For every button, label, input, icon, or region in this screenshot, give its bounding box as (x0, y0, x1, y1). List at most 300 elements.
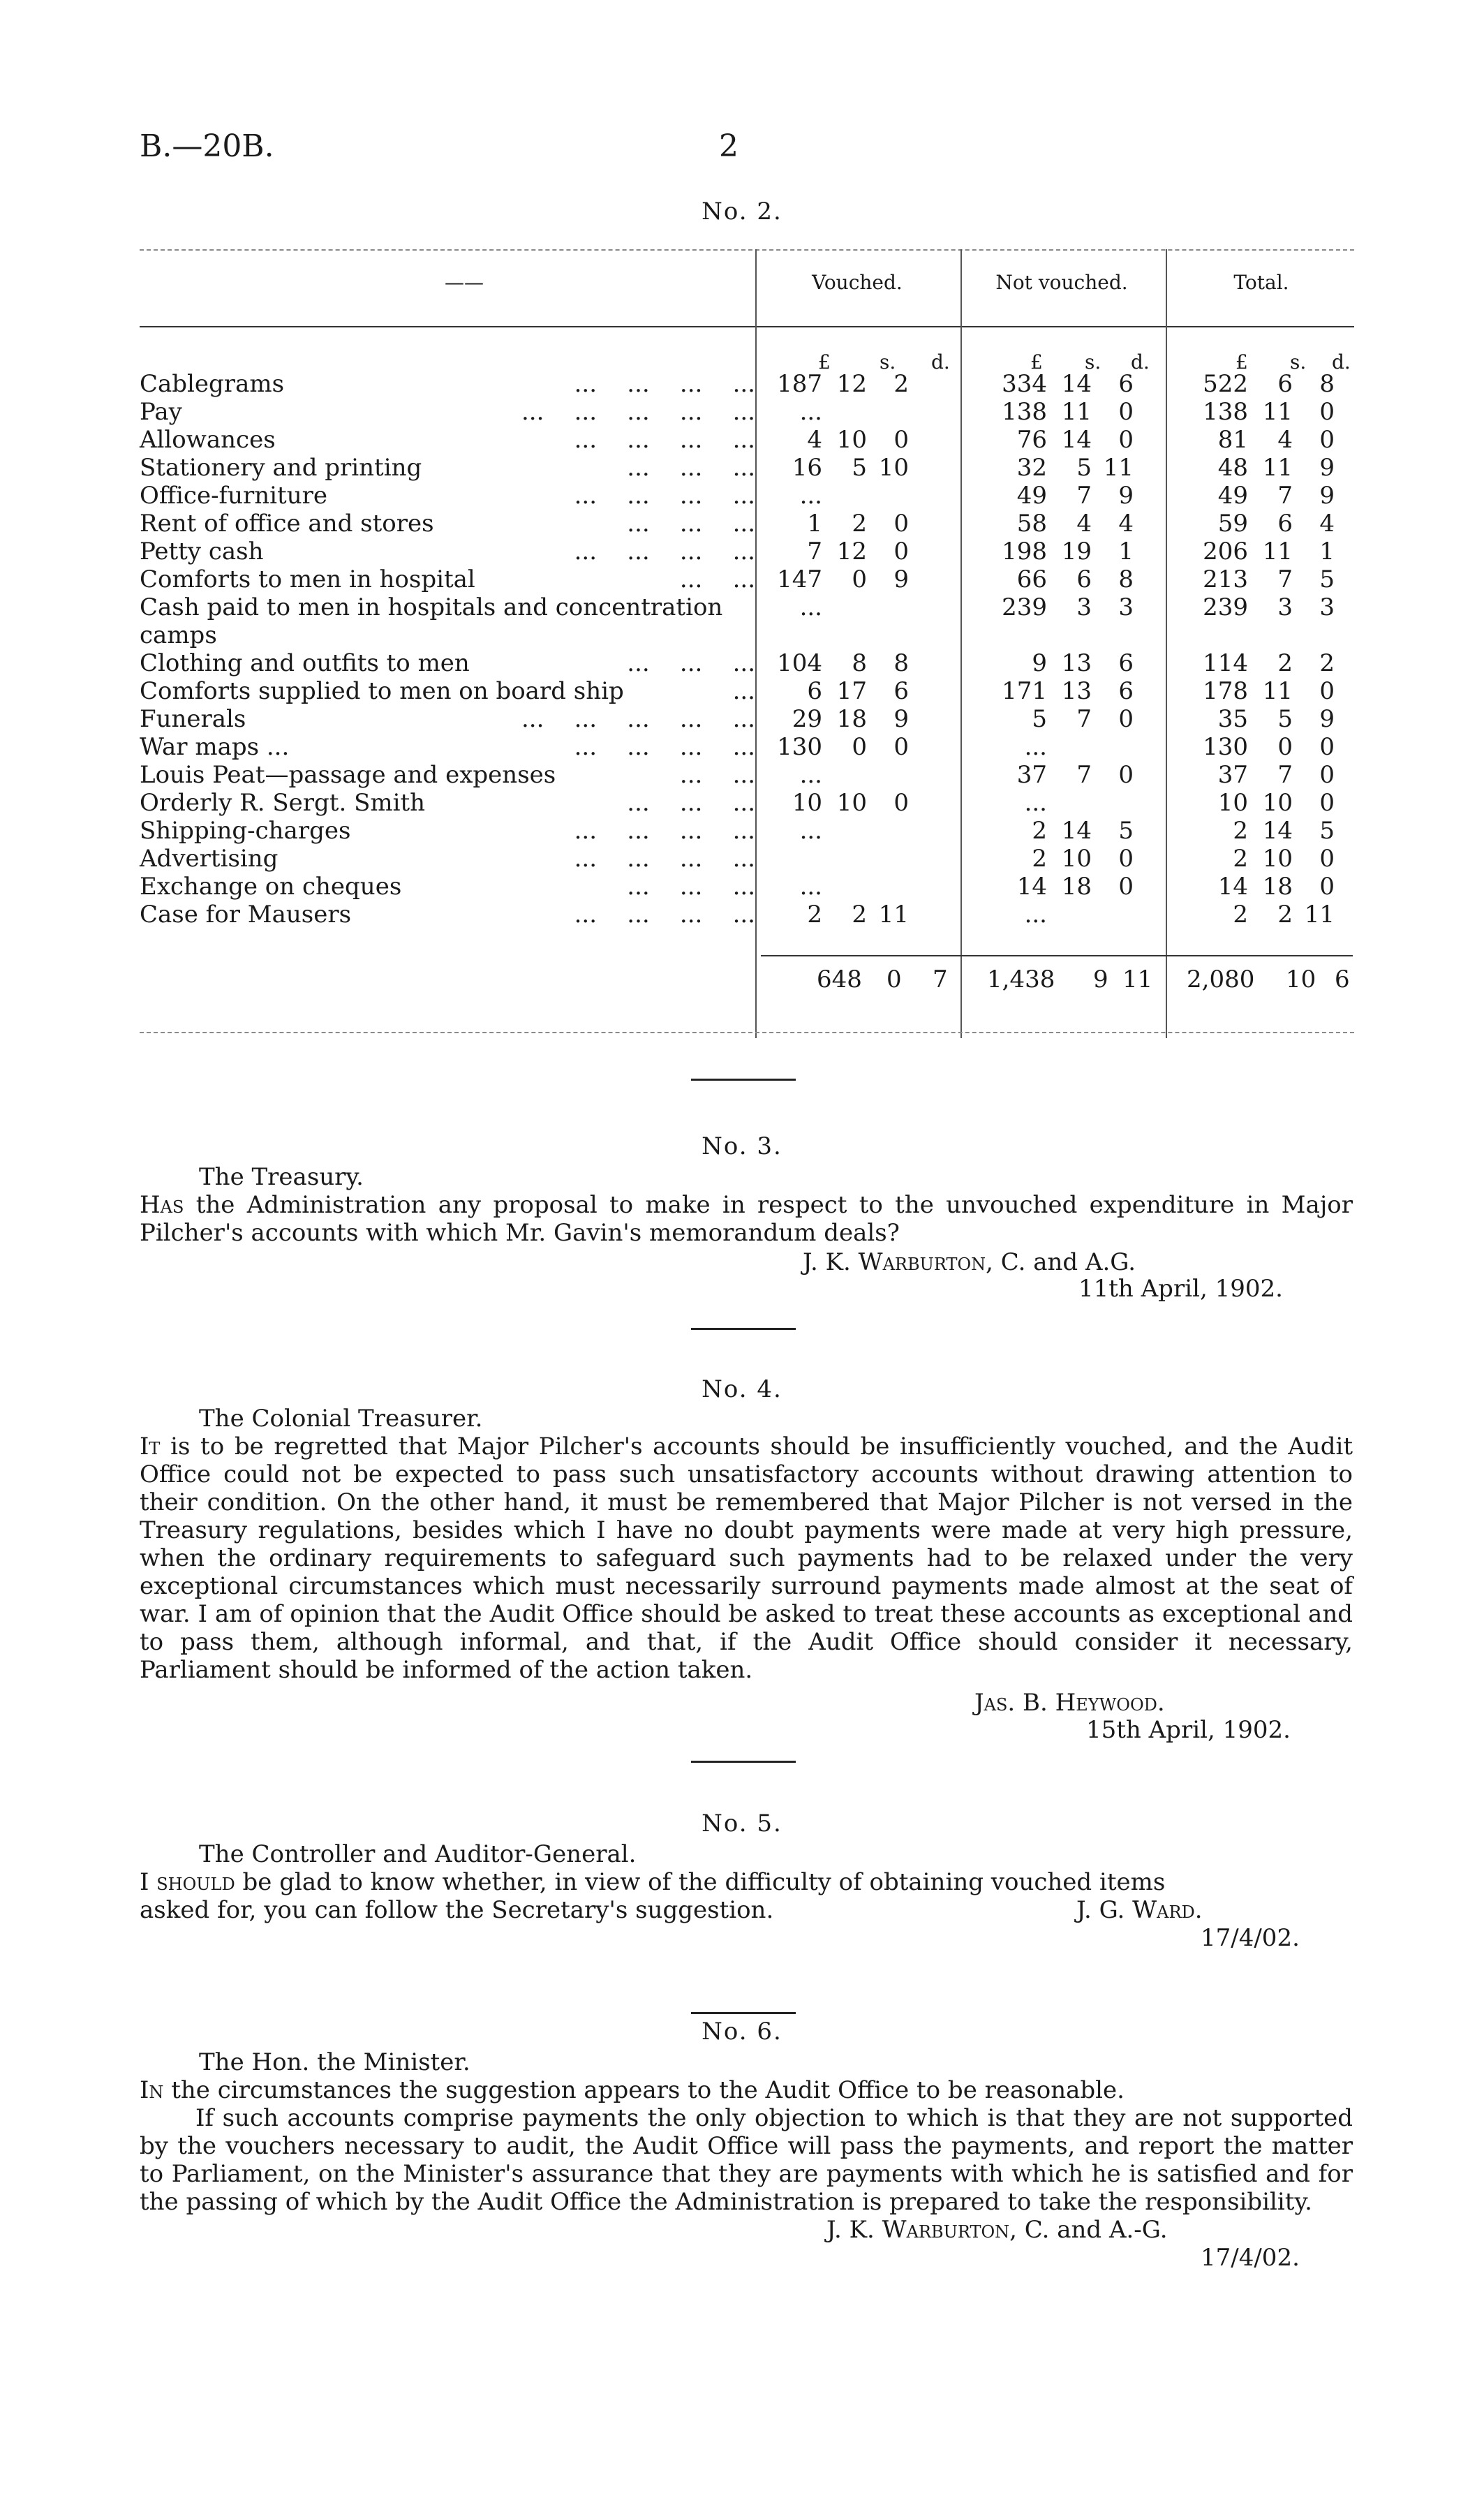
cell-vouched-shillings: 2 (852, 901, 867, 929)
page-number: 2 (719, 128, 739, 164)
cell-vouched-pence (867, 817, 909, 845)
cell-total-shillings: 7 (1277, 482, 1293, 510)
cell-vouched-shillings: 5 (852, 454, 867, 482)
table-bottom-rule (140, 1032, 1354, 1033)
cell-not-vouched-shillings (1047, 901, 1092, 929)
row-leader-dots: ... ... ... ... ... (521, 705, 755, 733)
row-item-cell (140, 789, 755, 817)
row-leader-dots: ... ... ... (627, 510, 755, 538)
cell-not-vouched-shillings (1047, 789, 1092, 817)
cell-vouched-shillings (822, 398, 867, 426)
table-row (140, 538, 1335, 565)
no3-signature (803, 1248, 1136, 1276)
cell-not-vouched-pounds: 198 (1002, 538, 1047, 565)
cell-total-pence: 0 (1319, 426, 1335, 454)
unit-pence-1: d. (931, 350, 950, 374)
column-gap (909, 901, 949, 929)
cell-vouched-pounds: ... (799, 873, 822, 901)
cell-total-pounds: 213 (1203, 565, 1248, 593)
column-gap (909, 593, 949, 649)
row-leader-dots: ... ... ... ... (574, 845, 755, 873)
table-row (140, 845, 1335, 873)
cell-vouched-shillings (822, 482, 867, 510)
section-separator (691, 2012, 796, 2014)
cell-total-shillings: 11 (1262, 454, 1293, 482)
total-not-vouched-shillings: 9 (1093, 966, 1108, 993)
cell-vouched-shillings (822, 761, 867, 789)
row-item-label: Clothing and outfits to men (140, 649, 470, 677)
cell-not-vouched-shillings (1047, 733, 1092, 761)
unit-pounds-2: £ (1030, 350, 1043, 374)
cell-total-shillings: 18 (1262, 873, 1293, 901)
row-leader-dots: ... ... (679, 565, 755, 593)
no4-addressee: The Colonial Treasurer. (199, 1405, 483, 1433)
cell-total-pounds: 48 (1217, 454, 1248, 482)
cell-vouched-pence: 6 (893, 677, 909, 705)
cell-not-vouched-pounds: 37 (1016, 761, 1047, 789)
no5-body-text: be glad to know whether, in view of the difficulty of obtaining vouched items asked for, you can follow the Secretary's suggestion. (140, 1868, 1166, 1924)
cell-vouched-pence (867, 398, 909, 426)
cell-total-shillings: 11 (1262, 538, 1293, 565)
cell-total-shillings: 2 (1277, 901, 1293, 929)
row-item-label: War maps ... (140, 733, 290, 761)
cell-not-vouched-shillings: 7 (1076, 761, 1092, 789)
table-row (140, 398, 1335, 426)
row-item-cell (140, 482, 755, 510)
totals-rule (761, 955, 1353, 956)
cell-vouched-shillings: 8 (852, 649, 867, 677)
table-row (140, 873, 1335, 901)
cell-vouched-pounds: 130 (777, 733, 822, 761)
column-gap (1134, 901, 1174, 929)
cell-total-pence: 0 (1319, 845, 1335, 873)
no4-body-text: is to be regretted that Major Pilcher's accounts should be insufficiently vouched, and the Audit Office could not be expected to pass such unsatisfactory accounts without drawing attention to their condition. On the other hand, it must be remembered that Major Pilcher is not versed in the Treasury regulations, besides which I have no doubt payments were made at very high pressure, when the ordinary requirements to safeguard such payments had to be relaxed under the very exceptional circumstances which must necessarily surround payments made almost at the seat of war. I am of opinion that the Audit Office should be asked to treat these accounts as exceptional and to pass them, although informal, and that, if the Audit Office should consider it necessary, Parliament should be informed of the action taken. (140, 1433, 1353, 1684)
row-item-label: Office-furniture (140, 482, 327, 510)
column-gap (1134, 538, 1174, 565)
no4-body (140, 1433, 1353, 1684)
total-grand-pounds: 2,080 (1187, 966, 1255, 993)
row-item-cell (140, 538, 755, 565)
column-gap (909, 817, 949, 845)
column-gap (1134, 705, 1174, 733)
cell-not-vouched-pence: 5 (1118, 817, 1134, 845)
no6-date: 17/4/02. (1201, 2244, 1300, 2272)
no3-body (140, 1191, 1353, 1247)
cell-vouched-pounds: ... (799, 817, 822, 845)
cell-total-pence: 0 (1319, 789, 1335, 817)
section-separator (691, 1079, 796, 1081)
section-no5-title: No. 5. (702, 1810, 782, 1837)
table-row (140, 705, 1335, 733)
no5-addressee: The Controller and Auditor-General. (199, 1840, 637, 1868)
cell-total-pounds: 2 (1233, 901, 1248, 929)
cell-vouched-shillings: 12 (836, 370, 867, 398)
row-item-cell (140, 398, 755, 426)
section-separator (691, 1761, 796, 1763)
column-gap (909, 789, 949, 817)
column-gap (1134, 873, 1174, 901)
row-item-cell (140, 565, 755, 593)
row-item-cell (140, 370, 755, 398)
cell-vouched-pence: 0 (893, 426, 909, 454)
total-grand-shillings: 10 (1286, 966, 1316, 993)
document-reference: B.—20B. (140, 128, 274, 164)
cell-total-pounds: 239 (1203, 593, 1248, 621)
table-row (140, 901, 1335, 929)
cell-vouched-pounds (755, 845, 822, 873)
cell-vouched-pounds: 147 (777, 565, 822, 593)
section-no2-title: No. 2. (702, 198, 782, 225)
column-gap (1134, 649, 1174, 677)
column-head-not-vouched: Not vouched. (995, 271, 1128, 294)
cell-total-pence: 5 (1319, 565, 1335, 593)
cell-not-vouched-pounds: 9 (1032, 649, 1047, 677)
cell-not-vouched-pence: 9 (1118, 482, 1134, 510)
cell-vouched-pounds: ... (799, 482, 822, 510)
cell-not-vouched-pence: 4 (1118, 510, 1134, 538)
cell-vouched-pence: 9 (893, 565, 909, 593)
cell-not-vouched-pence (1092, 901, 1134, 929)
cell-vouched-pence (867, 593, 909, 649)
unit-shillings-3: s. (1290, 350, 1307, 374)
cell-not-vouched-pounds: 239 (1002, 593, 1047, 621)
table-row (140, 733, 1335, 761)
cell-not-vouched-pence: 3 (1118, 593, 1134, 621)
cell-total-shillings: 7 (1277, 761, 1293, 789)
cell-vouched-pounds: 4 (807, 426, 822, 454)
unit-shillings-1: s. (880, 350, 896, 374)
row-leader-dots: ... (732, 677, 755, 705)
cell-vouched-pounds: ... (799, 761, 822, 789)
no5-sig-name: J. G. Ward. (1076, 1896, 1203, 1924)
no6-signature (826, 2216, 1168, 2244)
row-leader-dots: ... ... ... ... (574, 733, 755, 761)
cell-not-vouched-pence: 0 (1118, 426, 1134, 454)
cell-not-vouched-pence: 11 (1103, 454, 1134, 482)
column-gap (909, 761, 949, 789)
unit-pounds-1: £ (818, 350, 831, 374)
cell-total-pounds: 10 (1217, 789, 1248, 817)
section-no6-title: No. 6. (702, 2018, 782, 2046)
column-gap (909, 426, 949, 454)
cell-total-pence: 4 (1319, 510, 1335, 538)
cell-total-pence: 0 (1319, 677, 1335, 705)
row-leader-dots: ... ... ... ... (574, 482, 755, 510)
cell-total-pounds: 14 (1217, 873, 1248, 901)
cell-not-vouched-shillings: 14 (1061, 426, 1092, 454)
cell-total-pence: 0 (1319, 761, 1335, 789)
cell-not-vouched-shillings: 11 (1061, 398, 1092, 426)
column-gap (1134, 761, 1174, 789)
cell-total-pence: 0 (1319, 733, 1335, 761)
no6-sig-name: J. K. Warburton (826, 2216, 1010, 2244)
cell-total-pence: 11 (1304, 901, 1335, 929)
cell-total-pounds: 81 (1217, 426, 1248, 454)
cell-vouched-shillings (822, 817, 867, 845)
cell-total-pence: 0 (1319, 873, 1335, 901)
cell-vouched-pounds: 16 (792, 454, 822, 482)
cell-total-shillings: 11 (1262, 398, 1293, 426)
column-head-vouched: Vouched. (812, 271, 903, 294)
cell-not-vouched-pounds: 66 (1016, 565, 1047, 593)
cell-not-vouched-pence (1092, 733, 1134, 761)
row-item-cell (140, 677, 755, 705)
cell-vouched-pounds: 6 (807, 677, 822, 705)
cell-vouched-shillings: 0 (852, 733, 867, 761)
cell-total-shillings: 7 (1277, 565, 1293, 593)
table-row (140, 565, 1335, 593)
cell-vouched-pounds: 1 (807, 510, 822, 538)
cell-not-vouched-pounds: 2 (1032, 817, 1047, 845)
total-vouched-pounds: 648 (817, 966, 862, 993)
cell-not-vouched-pence: 0 (1118, 873, 1134, 901)
row-item-label: Case for Mausers (140, 901, 352, 929)
cell-vouched-pence: 8 (893, 649, 909, 677)
row-leader-dots: ... ... ... ... (574, 901, 755, 929)
row-item-label: Shipping-charges (140, 817, 351, 845)
cell-total-shillings: 2 (1277, 649, 1293, 677)
row-item-cell (140, 426, 755, 454)
cell-not-vouched-shillings: 3 (1076, 593, 1092, 621)
cell-total-pounds: 2 (1233, 817, 1248, 845)
cell-not-vouched-pounds: 171 (1002, 677, 1047, 705)
cell-not-vouched-pounds: 76 (1016, 426, 1047, 454)
cell-vouched-pounds: 29 (792, 705, 822, 733)
cell-vouched-pence: 0 (893, 789, 909, 817)
cell-total-pounds: 178 (1203, 677, 1248, 705)
cell-total-shillings: 10 (1262, 789, 1293, 817)
column-gap (909, 565, 949, 593)
column-gap (909, 677, 949, 705)
cell-total-pence: 9 (1319, 482, 1335, 510)
table-row (140, 649, 1335, 677)
cell-total-pounds: 49 (1217, 482, 1248, 510)
cell-total-shillings: 10 (1262, 845, 1293, 873)
cell-not-vouched-pence: 0 (1118, 705, 1134, 733)
header-rule (140, 326, 1354, 327)
row-leader-dots: ... ... ... ... (574, 538, 755, 565)
cell-total-pence: 3 (1319, 593, 1335, 621)
cell-total-pence: 0 (1319, 398, 1335, 426)
cell-total-shillings: 3 (1277, 593, 1293, 621)
table-row (140, 593, 1335, 649)
cell-not-vouched-pounds: 5 (1032, 705, 1047, 733)
cell-total-pence: 2 (1319, 649, 1335, 677)
cell-vouched-shillings: 10 (836, 426, 867, 454)
cell-vouched-shillings: 2 (852, 510, 867, 538)
cell-not-vouched-pence (1092, 789, 1134, 817)
no6-first-word: In (140, 2076, 164, 2104)
cell-not-vouched-shillings: 19 (1061, 538, 1092, 565)
cell-vouched-pence: 0 (893, 538, 909, 565)
cell-vouched-pence: 0 (893, 510, 909, 538)
column-gap (1134, 565, 1174, 593)
cell-not-vouched-shillings: 14 (1061, 370, 1092, 398)
column-gap (909, 482, 949, 510)
cell-not-vouched-pounds: 32 (1016, 454, 1047, 482)
row-item-cell (140, 593, 755, 649)
table-row (140, 454, 1335, 482)
column-gap (909, 845, 949, 873)
table-row (140, 510, 1335, 538)
no4-first-word: It (140, 1433, 161, 1460)
column-head-blank: —— (445, 271, 484, 294)
cell-not-vouched-pounds: ... (1024, 789, 1047, 817)
cell-not-vouched-shillings: 7 (1076, 482, 1092, 510)
cell-not-vouched-pence: 0 (1118, 845, 1134, 873)
cell-vouched-pence (867, 873, 909, 901)
cell-not-vouched-pence: 6 (1118, 370, 1134, 398)
cell-total-pounds: 59 (1217, 510, 1248, 538)
total-grand-pence: 6 (1335, 966, 1350, 993)
column-gap (909, 510, 949, 538)
cell-vouched-shillings: 10 (836, 789, 867, 817)
column-gap (1134, 677, 1174, 705)
unit-pence-2: d. (1131, 350, 1150, 374)
cell-vouched-pounds: 7 (807, 538, 822, 565)
row-leader-dots: ... ... (679, 761, 755, 789)
column-gap (909, 454, 949, 482)
cell-vouched-shillings: 18 (836, 705, 867, 733)
row-leader-dots: ... ... ... (627, 649, 755, 677)
no4-sig-name: Jas. B. Heywood. (974, 1689, 1165, 1717)
row-leader-dots: ... ... ... ... (574, 817, 755, 845)
row-item-cell (140, 454, 755, 482)
cell-vouched-shillings: 12 (836, 538, 867, 565)
no6-body-2: If such accounts comprise payments the only objection to which is that they are not supported by the vouchers necessary to audit, the Audit Office will pass the payments, and report the matter to Parliament, on the Minister's assurance that they are payments with which he is satisfied and for the passing of which by the Audit Office the Administration is prepared to take the responsibility. (140, 2104, 1353, 2216)
cell-total-shillings: 5 (1277, 705, 1293, 733)
cell-not-vouched-shillings: 5 (1076, 454, 1092, 482)
cell-not-vouched-pounds: 14 (1016, 873, 1047, 901)
cell-vouched-pounds: ... (799, 398, 822, 426)
row-leader-dots: ... ... ... ... (574, 426, 755, 454)
row-item-label: Cablegrams (140, 370, 285, 398)
no3-sig-title: , C. and A.G. (986, 1248, 1136, 1276)
cell-not-vouched-shillings: 18 (1061, 873, 1092, 901)
cell-not-vouched-pounds: ... (1024, 901, 1047, 929)
row-item-cell (140, 817, 755, 845)
cell-not-vouched-pounds: 2 (1032, 845, 1047, 873)
cell-vouched-pence (867, 761, 909, 789)
cell-not-vouched-shillings: 13 (1061, 649, 1092, 677)
no6-body-1 (140, 2076, 1353, 2104)
cell-total-shillings: 4 (1277, 426, 1293, 454)
cell-vouched-pounds: 104 (777, 649, 822, 677)
cell-total-shillings: 14 (1262, 817, 1293, 845)
column-gap (1134, 789, 1174, 817)
row-leader-dots: ... ... ... ... (574, 370, 755, 398)
column-gap (1134, 510, 1174, 538)
row-item-label: Comforts supplied to men on board ship (140, 677, 624, 705)
cell-total-shillings: 6 (1277, 370, 1293, 398)
cell-not-vouched-shillings: 10 (1061, 845, 1092, 873)
cell-total-pence: 9 (1319, 454, 1335, 482)
row-item-cell (140, 873, 755, 901)
cell-vouched-pounds: 2 (807, 901, 822, 929)
cell-vouched-shillings: 0 (852, 565, 867, 593)
cell-total-pence: 9 (1319, 705, 1335, 733)
cell-total-shillings: 6 (1277, 510, 1293, 538)
cell-vouched-pence: 10 (878, 454, 909, 482)
column-gap (909, 398, 949, 426)
cell-vouched-pence: 11 (878, 901, 909, 929)
total-not-vouched-pence: 11 (1122, 966, 1153, 993)
column-gap (1134, 733, 1174, 761)
row-item-cell (140, 510, 755, 538)
unit-pounds-3: £ (1236, 350, 1248, 374)
row-item-label: Comforts to men in hospital (140, 565, 475, 593)
cell-vouched-shillings (822, 873, 867, 901)
cell-not-vouched-pence: 6 (1118, 649, 1134, 677)
row-item-label: Pay (140, 398, 182, 426)
row-leader-dots: ... ... ... (627, 789, 755, 817)
cell-total-pence: 1 (1319, 538, 1335, 565)
table-row (140, 426, 1335, 454)
cell-total-pounds: 130 (1203, 733, 1248, 761)
row-item-label: Petty cash (140, 538, 264, 565)
cell-vouched-pence (867, 845, 909, 873)
row-item-label: Orderly R. Sergt. Smith (140, 789, 426, 817)
total-vouched-pence: 7 (933, 966, 948, 993)
row-leader-dots: ... ... ... (627, 873, 755, 901)
total-not-vouched-pounds: 1,438 (987, 966, 1055, 993)
row-item-label: Allowances (140, 426, 276, 454)
column-gap (1134, 454, 1174, 482)
row-leader-dots: ... ... ... (627, 454, 755, 482)
cell-total-pounds: 35 (1217, 705, 1248, 733)
cell-vouched-shillings (822, 593, 867, 649)
cell-vouched-pounds: 10 (792, 789, 822, 817)
column-gap (1134, 398, 1174, 426)
cell-total-pounds: 2 (1233, 845, 1248, 873)
cell-not-vouched-pounds: ... (1024, 733, 1047, 761)
cell-vouched-pounds: ... (799, 593, 822, 621)
row-item-cell (140, 761, 755, 789)
cell-vouched-pence: 9 (893, 705, 909, 733)
cell-not-vouched-pounds: 138 (1002, 398, 1047, 426)
cell-not-vouched-shillings: 13 (1061, 677, 1092, 705)
cell-not-vouched-shillings: 4 (1076, 510, 1092, 538)
table-row (140, 761, 1335, 789)
table-row (140, 677, 1335, 705)
table-row (140, 789, 1335, 817)
row-item-label: Advertising (140, 845, 279, 873)
column-gap (909, 705, 949, 733)
column-gap (909, 538, 949, 565)
row-item-cell (140, 845, 755, 873)
no5-body (140, 1868, 1229, 1924)
row-leader-dots: ... ... ... ... ... (521, 398, 755, 426)
cell-vouched-pence: 2 (893, 370, 909, 398)
cell-vouched-pence: 0 (893, 733, 909, 761)
cell-total-shillings: 11 (1262, 677, 1293, 705)
section-no3-title: No. 3. (702, 1132, 782, 1160)
section-no4-title: No. 4. (702, 1375, 782, 1403)
cell-total-pence: 5 (1319, 817, 1335, 845)
cell-not-vouched-shillings: 14 (1061, 817, 1092, 845)
unit-shillings-2: s. (1085, 350, 1101, 374)
cell-not-vouched-pence: 0 (1118, 761, 1134, 789)
cell-not-vouched-pounds: 58 (1016, 510, 1047, 538)
table-row (140, 370, 1335, 398)
cell-not-vouched-shillings: 7 (1076, 705, 1092, 733)
table-top-rule (140, 249, 1354, 251)
cell-total-pounds: 522 (1203, 370, 1248, 398)
section-separator (691, 1328, 796, 1330)
row-item-cell (140, 733, 755, 761)
column-gap (909, 649, 949, 677)
expenditure-table (140, 370, 1335, 929)
